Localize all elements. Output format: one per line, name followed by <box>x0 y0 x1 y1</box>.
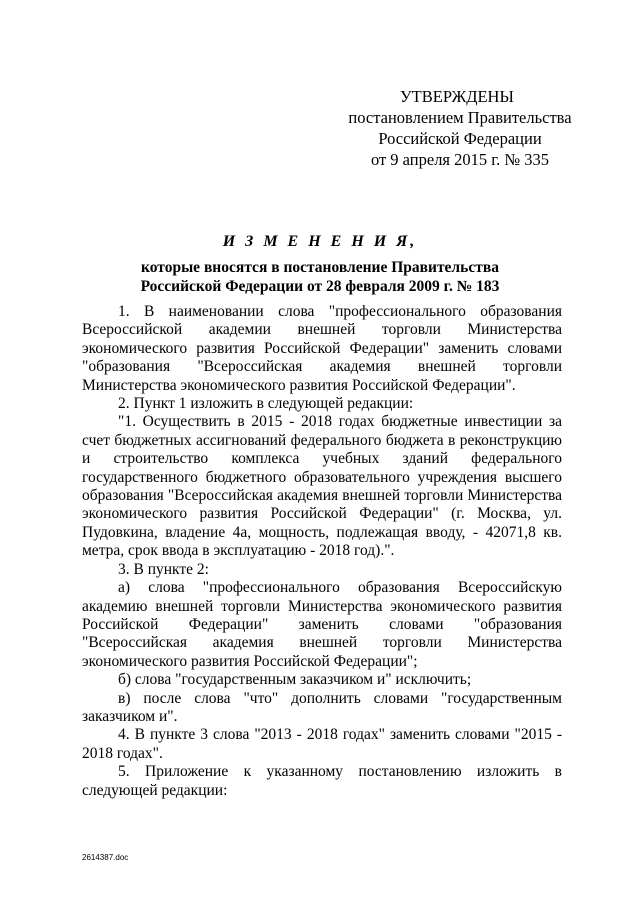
file-name-footer: 2614387.doc <box>82 853 129 862</box>
paragraph-4: 3. В пункте 2: <box>118 560 209 578</box>
paragraph-3: "1. Осуществить в 2015 - 2018 годах бюджетные инвестиции за счет бюджетных ассигнований федерального бюджета в реконструкцию и строительство комплекса учебных зданий федерального государственного бюджетного образовательного учреждения высшего образования "Всероссийская академия внешней торговли Министерства экономического развития Российской Федерации" (г. Москва, ул. Пудовкина, владение 4а, мощность, подлежащая вводу, - 42071,8 кв. метра, срок ввода в эксплуатацию - 2018 год).". <box>82 413 562 560</box>
subtitle-line-1: которые вносятся в постановление Правительства <box>141 259 499 276</box>
paragraph-9: 5. Приложение к указанному постановлению изложить в следующей редакции: <box>82 763 562 799</box>
paragraph-6: б) слова "государственным заказчиком и" исключить; <box>118 671 472 689</box>
subtitle-line-2: Российской Федерации от 28 февраля 2009 г. № 183 <box>140 278 500 295</box>
approval-title: УТВЕРЖДЕНЫ <box>400 87 514 106</box>
paragraph-1: 1. В наименовании слова "профессионального образования Всероссийской академии внешней торговли Министерства экономического развития Российской Федерации" заменить словами "образования "Всероссийская академия внешней торговли Министерства экономического развития Российской Федерации". <box>82 303 562 394</box>
document-body <box>82 303 562 800</box>
paragraph-7: в) после слова "что" дополнить словами "государственным заказчиком и". <box>82 689 562 725</box>
paragraph-8: 4. В пункте 3 слова "2013 - 2018 годах" заменить словами "2015 - 2018 годах". <box>82 726 562 762</box>
approval-line-1: постановлением Правительства <box>348 108 572 127</box>
approval-line-3: от 9 апреля 2015 г. № 335 <box>370 150 550 169</box>
paragraph-5: а) слова "профессионального образования Всероссийскую академию внешней торговли Министерства экономического развития Российской Федерации" заменить словами "образования "Всероссийская академия внешней торговли Министерства экономического развития Российской Федерации"; <box>82 579 562 670</box>
approval-block <box>330 86 590 170</box>
approval-line-2: Российской Федерации <box>378 129 542 148</box>
document-title: И З М Е Н Е Н И Я, <box>222 233 418 250</box>
document-subtitle <box>120 258 520 296</box>
paragraph-2: 2. Пункт 1 изложить в следующей редакции: <box>118 395 414 413</box>
